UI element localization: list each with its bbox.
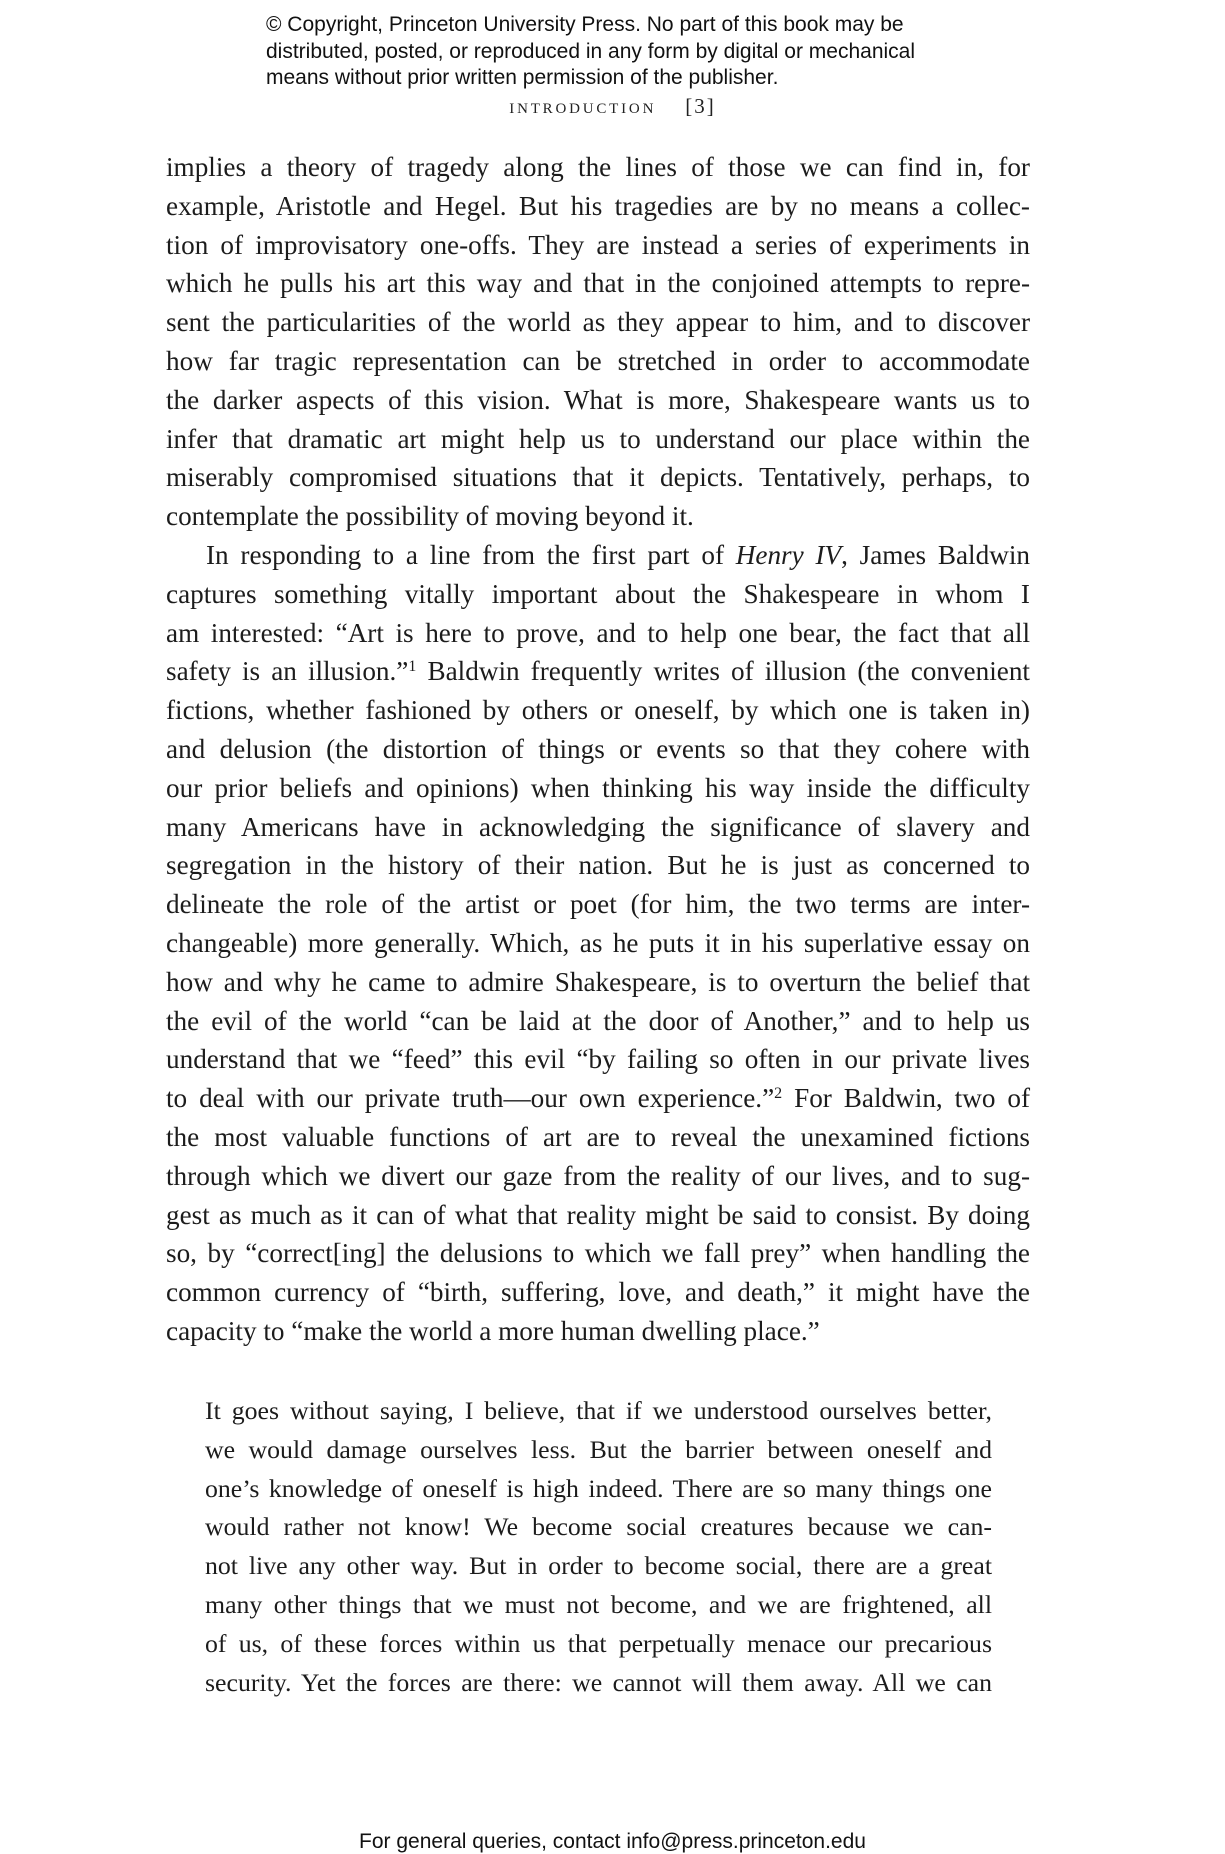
text-line: tion of improvisatory one-offs. They are instead a series of experiments in (166, 229, 1030, 260)
footnote-marker[interactable]: 1 (408, 658, 417, 676)
text-line: captures something vitally important about the Shakespeare in whom I (166, 578, 1030, 609)
page-number: [3] (685, 94, 716, 118)
work-title: Henry IV (735, 539, 842, 570)
text-line: fictions, whether fashioned by others or oneself, by which one is taken in) (166, 695, 1030, 726)
text-fragment: Baldwin frequently writes of illusion (the convenient (416, 656, 1030, 687)
copyright-notice (266, 12, 986, 92)
text-line (166, 536, 1030, 575)
quote-line: of us, of these forces within us that perpetually menace our precarious (205, 1628, 992, 1658)
quote-line: security. Yet the forces are there: we cannot will them away. All we can (205, 1667, 992, 1697)
text-line: through which we divert our gaze from the reality of our lives, and to sug- (166, 1160, 1030, 1191)
text-line (166, 1079, 1030, 1118)
text-line: our prior beliefs and opinions) when thinking his way inside the difficulty (166, 772, 1030, 803)
running-head (0, 94, 1225, 119)
text-line: sent the particularities of the world as they appear to him, and to discover (166, 307, 1030, 338)
quote-line: not live any other way. But in order to become social, there are a great (205, 1551, 992, 1581)
text-line: which he pulls his art this way and that in the conjoined attempts to repre- (166, 268, 1030, 299)
copyright-line: © Copyright, Princeton University Press. No part of this book may be (266, 13, 904, 36)
text-line: and delusion (the distortion of things or events so that they cohere with (166, 733, 1030, 764)
text-fragment: safety is an illusion.” (166, 656, 409, 687)
text-line: gest as much as it can of what that reality might be said to consist. By doing (166, 1199, 1030, 1230)
text-line: understand that we “feed” this evil “by failing so often in our private lives (166, 1044, 1030, 1075)
copyright-line: means without prior written permission of the publisher. (266, 66, 779, 89)
text-line: the evil of the world “can be laid at the door of Another,” and to help us (166, 1005, 1030, 1036)
text-line: infer that dramatic art might help us to understand our place within the (166, 423, 1030, 454)
text-fragment: to deal with our private truth—our own experience.” (166, 1083, 775, 1114)
text-line: how and why he came to admire Shakespeare, is to overturn the belief that (166, 966, 1030, 997)
running-head-title: introduction (509, 94, 657, 118)
copyright-line: distributed, posted, or reproduced in any form by digital or mechanical (266, 39, 916, 63)
text-fragment: For Baldwin, two of (782, 1083, 1030, 1114)
text-line (166, 652, 1030, 691)
text-line: miserably compromised situations that it depicts. Tentatively, perhaps, to (166, 462, 1030, 493)
quote-line: would rather not know! We become social creatures because we can- (205, 1512, 992, 1542)
text-line: capacity to “make the world a more human dwelling place.” (166, 1315, 820, 1346)
text-line: delineate the role of the artist or poet (for him, the two terms are inter- (166, 889, 1030, 920)
quote-line: many other things that we must not become, and we are frightened, all (205, 1589, 992, 1619)
block-quote (205, 1392, 992, 1702)
text-line: am interested: “Art is here to prove, and to help one bear, the fact that all (166, 617, 1030, 648)
footer-contact: For general queries, contact info@press.princeton.edu (359, 1830, 866, 1853)
body-text (166, 148, 1030, 1351)
text-line: how far tragic representation can be stretched in order to accommodate (166, 345, 1030, 376)
text-line: the most valuable functions of art are to reveal the unexamined fictions (166, 1121, 1030, 1152)
text-line: the darker aspects of this vision. What is more, Shakespeare wants us to (166, 384, 1030, 415)
quote-line: It goes without saying, I believe, that if we understood ourselves better, (205, 1396, 992, 1425)
text-line: so, by “correct[ing] the delusions to which we fall prey” when handling the (166, 1238, 1030, 1269)
quote-line: we would damage ourselves less. But the barrier between oneself and (205, 1434, 992, 1464)
text-line: many Americans have in acknowledging the significance of slavery and (166, 811, 1030, 842)
text-line: example, Aristotle and Hegel. But his tragedies are by no means a collec- (166, 190, 1030, 221)
text-line: segregation in the history of their nation. But he is just as concerned to (166, 850, 1030, 881)
footnote-marker[interactable]: 2 (774, 1085, 783, 1103)
text-line: implies a theory of tragedy along the lines of those we can find in, for (166, 152, 1030, 182)
text-fragment: In responding to a line from the first part of (206, 539, 736, 570)
text-fragment: , James Baldwin (841, 539, 1030, 570)
text-line: changeable) more generally. Which, as he puts it in his superlative essay on (166, 927, 1030, 958)
quote-line: one’s knowledge of oneself is high indeed. There are so many things one (205, 1473, 992, 1503)
text-line: common currency of “birth, suffering, love, and death,” it might have the (166, 1277, 1030, 1308)
text-line: contemplate the possibility of moving beyond it. (166, 501, 694, 532)
